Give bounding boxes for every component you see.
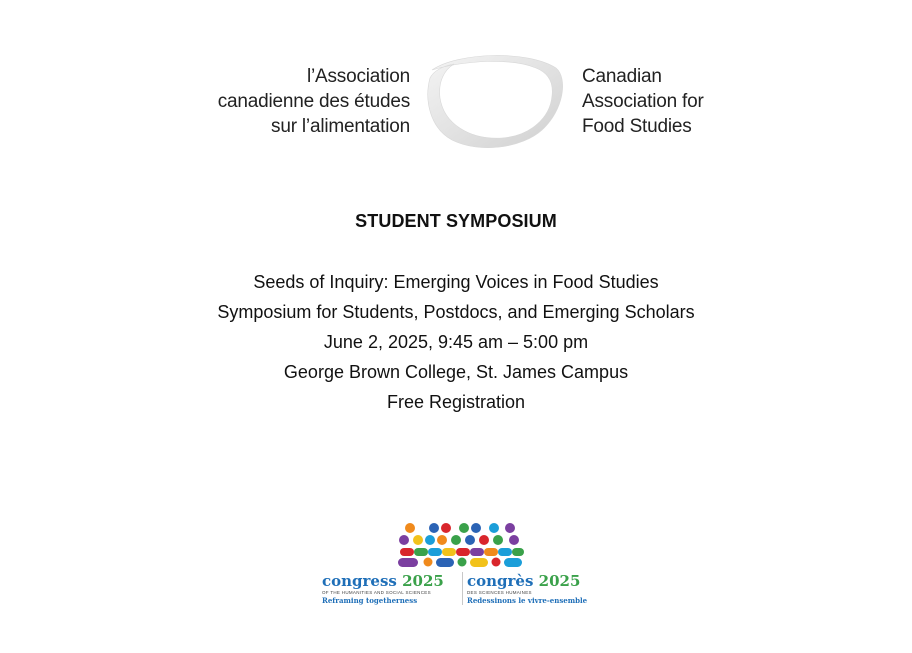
congress-wordmark <box>320 572 592 612</box>
event-location: George Brown College, St. James Campus <box>283 362 629 382</box>
english-line-1: Canadian <box>582 66 662 87</box>
event-title: Seeds of Inquiry: Emerging Voices in Food Studies <box>253 272 659 292</box>
congress-fr-year: 2025 <box>538 572 581 590</box>
congress-logo <box>320 520 592 612</box>
congress-english-block <box>322 572 458 605</box>
congress-fr-subtitle: DES SCIENCES HUMAINES <box>467 590 532 595</box>
congress-fr-word: congrès <box>467 572 534 590</box>
congress-french-block <box>462 572 597 605</box>
event-subtitle: Symposium for Students, Postdocs, and Emerging Scholars <box>217 302 695 322</box>
english-line-3: Food Studies <box>582 116 692 137</box>
english-line-2: Association for <box>582 91 704 112</box>
association-name-french <box>218 64 410 139</box>
event-heading: STUDENT SYMPOSIUM <box>355 211 557 231</box>
congress-en-word: congress <box>322 572 397 590</box>
event-date-time: June 2, 2025, 9:45 am – 5:00 pm <box>323 332 589 352</box>
congress-en-subtitle: OF THE HUMANITIES AND SOCIAL SCIENCES <box>322 590 431 595</box>
association-logo <box>0 48 912 163</box>
congress-fr-tagline: Redessinons le vivre-ensemble <box>467 596 588 605</box>
bowl-logo-icon <box>418 48 568 160</box>
event-registration: Free Registration <box>386 392 526 412</box>
congress-en-tagline: Reframing togetherness <box>322 596 418 605</box>
french-line-3: sur l’alimentation <box>271 116 410 137</box>
congress-en-year: 2025 <box>402 572 444 590</box>
congress-people-icon <box>398 522 526 570</box>
association-name-english <box>582 64 704 139</box>
french-line-1: l’Association <box>306 66 410 87</box>
french-line-2: canadienne des études <box>217 91 410 112</box>
event-details <box>0 267 912 417</box>
